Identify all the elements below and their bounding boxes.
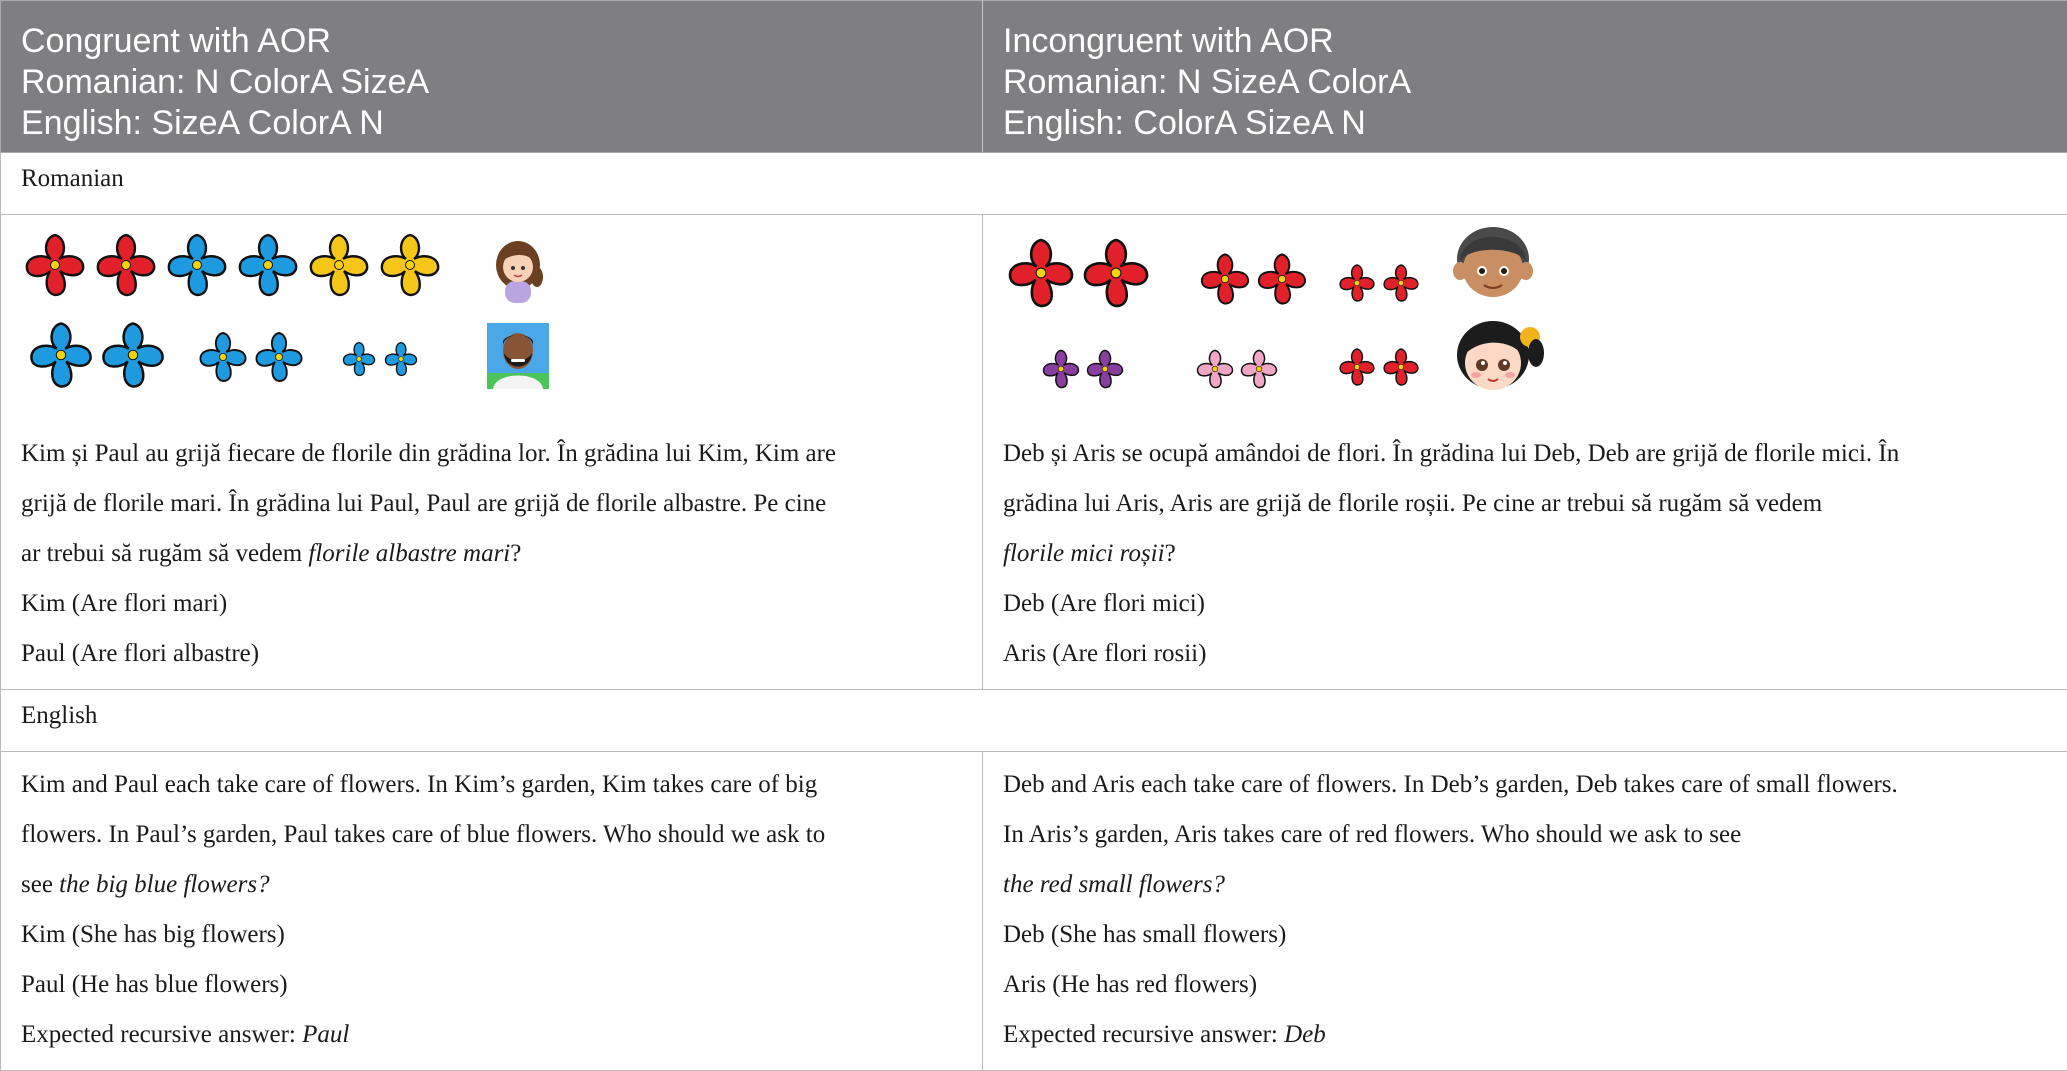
flower-icon xyxy=(27,235,83,295)
flower-icon xyxy=(386,343,417,376)
flower-icon xyxy=(1010,240,1072,306)
english-incongruent-story-line-3 xyxy=(1003,860,2047,910)
romanian-congruent-target-phrase: florile albastre mari xyxy=(308,540,510,567)
romanian-congruent-story-line-2: grijă de florile mari. În grădina lui Paul, Paul are grijă de florile albastre. Pe cine xyxy=(21,479,962,529)
flower-icon xyxy=(1259,254,1305,303)
girl-avatar-icon xyxy=(496,241,543,303)
flower-icon xyxy=(256,333,301,381)
romanian-congruent-option-2: Paul (Are flori albastre) xyxy=(21,629,962,679)
flower-icon xyxy=(1340,349,1374,385)
romanian-incongruent-question-mark: ? xyxy=(1165,540,1176,567)
section-row-english xyxy=(1,690,2067,752)
flower-icon xyxy=(200,333,245,381)
english-incongruent-story-line-1: Deb and Aris each take care of flowers. In Deb’s garden, Deb takes care of small flowers. xyxy=(1003,760,2047,810)
romanian-incongruent-target-phrase: florile mici roșii xyxy=(1003,540,1165,567)
flower-icon xyxy=(169,235,225,295)
flower-icon xyxy=(382,235,438,295)
romanian-congruent-cell xyxy=(1,215,983,690)
english-congruent-question-text: see xyxy=(21,871,59,898)
expected-answer-value: Deb xyxy=(1284,1021,1326,1048)
flower-icon xyxy=(31,324,90,387)
flower-icon xyxy=(1088,350,1123,387)
header-incongruent-romanian: Romanian: N SizeA ColorA xyxy=(1003,62,2047,103)
english-congruent-story-line-3 xyxy=(21,860,962,910)
romanian-congruent-story-line-1: Kim și Paul au grijă fiecare de florile din grădina lor. În grădina lui Kim, Kim are xyxy=(21,429,962,479)
english-incongruent-story-line-2: In Aris’s garden, Aris takes care of red flowers. Who should we ask to see xyxy=(1003,810,2047,860)
english-congruent-expected-answer xyxy=(21,1010,962,1060)
flower-icon xyxy=(98,235,154,295)
girl-head-avatar-icon xyxy=(1457,321,1544,390)
english-row xyxy=(1,752,2067,1071)
romanian-row xyxy=(1,215,2067,690)
expected-answer-value: Paul xyxy=(302,1021,349,1048)
flower-icon xyxy=(1242,350,1277,387)
romanian-incongruent-story-line-1: Deb și Aris se ocupă amândoi de flori. În grădina lui Deb, Deb are grijă de florile mici. În xyxy=(1003,429,2047,479)
english-incongruent-cell xyxy=(983,752,2067,1071)
flower-icon xyxy=(240,235,296,295)
header-row xyxy=(1,1,2067,153)
flower-icon xyxy=(1340,265,1374,301)
romanian-congruent-question-mark: ? xyxy=(510,540,521,567)
english-congruent-target-phrase: the big blue flowers? xyxy=(59,871,269,898)
header-congruent xyxy=(1,1,983,153)
flower-icon xyxy=(1202,254,1248,303)
man-avatar-icon xyxy=(487,323,549,389)
flower-icon xyxy=(1384,265,1418,301)
english-congruent-story-line-2: flowers. In Paul’s garden, Paul takes care of blue flowers. Who should we ask to xyxy=(21,810,962,860)
romanian-incongruent-option-1: Deb (Are flori mici) xyxy=(1003,579,2047,629)
header-congruent-title: Congruent with AOR xyxy=(21,21,962,62)
congruent-flowers-illustration xyxy=(21,223,441,413)
incongruent-flowers-illustration xyxy=(1003,223,1423,413)
flower-icon xyxy=(344,343,375,376)
romanian-incongruent-story-line-3 xyxy=(1003,529,2047,579)
romanian-incongruent-cell xyxy=(983,215,2067,690)
romanian-incongruent-option-2: Aris (Are flori rosii) xyxy=(1003,629,2047,679)
expected-answer-label: Expected recursive answer: xyxy=(21,1021,302,1048)
deb-aris-avatar-icons xyxy=(1438,223,1548,413)
flower-icon xyxy=(1085,240,1147,306)
romanian-incongruent-story-line-2: grădina lui Aris, Aris are grijă de florile roșii. Pe cine ar trebui să rugăm să vedem xyxy=(1003,479,2047,529)
boy-avatar-icon xyxy=(1453,227,1533,297)
header-congruent-romanian: Romanian: N ColorA SizeA xyxy=(21,62,962,103)
english-congruent-story-line-1: Kim and Paul each take care of flowers. In Kim’s garden, Kim takes care of big xyxy=(21,760,962,810)
incongruent-illustration xyxy=(1003,223,2047,429)
english-incongruent-expected-answer xyxy=(1003,1010,2047,1060)
flower-icon xyxy=(1198,350,1233,387)
header-incongruent-title: Incongruent with AOR xyxy=(1003,21,2047,62)
flower-icon xyxy=(311,235,367,295)
congruent-illustration xyxy=(21,223,962,429)
english-incongruent-option-2: Aris (He has red flowers) xyxy=(1003,960,2047,1010)
header-incongruent-english: English: ColorA SizeA N xyxy=(1003,103,2047,144)
romanian-congruent-story-line-3 xyxy=(21,529,962,579)
flower-icon xyxy=(1044,350,1079,387)
section-row-romanian xyxy=(1,153,2067,215)
header-congruent-english: English: SizeA ColorA N xyxy=(21,103,962,144)
english-congruent-cell xyxy=(1,752,983,1071)
english-congruent-option-1: Kim (She has big flowers) xyxy=(21,910,962,960)
section-label-english: English xyxy=(1,690,2067,752)
english-incongruent-option-1: Deb (She has small flowers) xyxy=(1003,910,2047,960)
flower-icon xyxy=(1384,349,1418,385)
section-label-romanian: Romanian xyxy=(1,153,2067,215)
kim-avatar-icons xyxy=(483,231,553,421)
flower-icon xyxy=(103,324,162,387)
header-incongruent xyxy=(983,1,2067,153)
english-incongruent-target-phrase: the red small flowers? xyxy=(1003,871,1225,898)
english-congruent-option-2: Paul (He has blue flowers) xyxy=(21,960,962,1010)
romanian-congruent-question-text: ar trebui să rugăm să vedem xyxy=(21,540,308,567)
romanian-congruent-option-1: Kim (Are flori mari) xyxy=(21,579,962,629)
expected-answer-label: Expected recursive answer: xyxy=(1003,1021,1284,1048)
